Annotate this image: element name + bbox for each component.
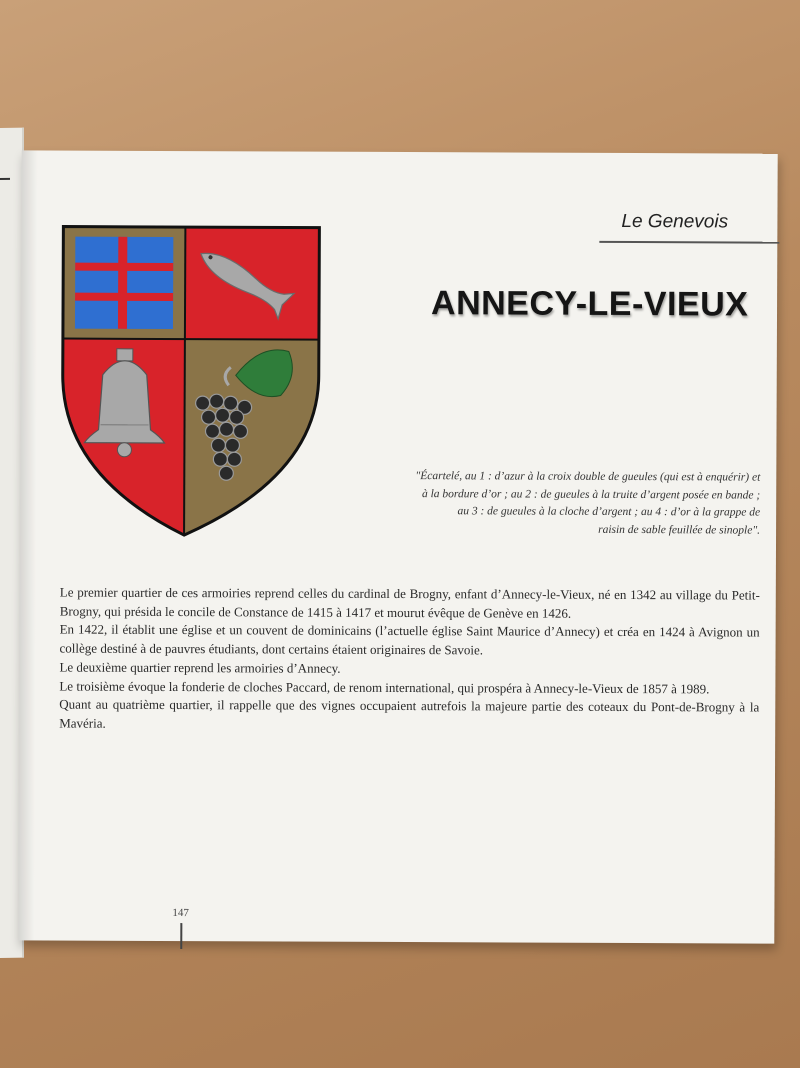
section-heading: Le Genevois: [621, 210, 729, 233]
coat-of-arms-image: [60, 225, 323, 538]
blazon-line: "Écartelé, au 1 : d’azur à la croix double de gueules (qui est à enquérir) et: [415, 470, 761, 484]
page-title: ANNECY-LE-VIEUX: [430, 284, 749, 324]
blazon-line: au 3 : de gueules à la cloche d’argent ; au 4 : d’or à la grappe de: [457, 505, 761, 519]
body-paragraph: Le troisième évoque la fonderie de cloches Paccard, de renom international, qui prospéra à Annecy-le-Vieux de 1857 à 1989.: [59, 678, 710, 696]
section-rule: [599, 241, 779, 244]
double-cross-bar-2: [75, 293, 173, 301]
body-paragraph: En 1422, il établit une église et un couvent de dominicains (l’actuelle église Saint Maurice d’Annecy) et créa en 1424 à Avignon un collège destiné à de pauvres étudiants, dont certains étaient originaires de Savoie.: [59, 621, 760, 658]
quarter-divider-horizontal: [61, 339, 323, 340]
facing-page-rule: [0, 178, 10, 180]
page-number-tick: [180, 923, 182, 949]
blazon-description: [350, 468, 760, 540]
double-cross-vertical: [118, 237, 127, 329]
body-paragraph: Le deuxième quartier reprend les armoiries d’Annecy.: [59, 659, 341, 676]
quarter-divider-vertical: [184, 225, 185, 537]
body-text: [59, 584, 760, 737]
page-number: 147: [172, 907, 189, 920]
double-cross-bar-1: [75, 263, 173, 271]
blazon-line: raisin de sable feuillée de sinople".: [598, 523, 761, 537]
blazon-line: à la bordure d’or ; au 2 : de gueules à la truite d’argent posée en bande ;: [421, 487, 761, 502]
spine-shadow: [18, 150, 37, 940]
body-paragraph: Quant au quatrième quartier, il rappelle que des vignes occupaient autrefois la majeure partie des coteaux du Pont-de-Brogny à la Mavéria.: [59, 696, 760, 731]
book-page: [18, 150, 777, 943]
body-paragraph: Le premier quartier de ces armoiries reprend celles du cardinal de Brogny, enfant d’Annecy-le-Vieux, né en 1342 au village du Petit-Brogny, qui présida le concile de Constance de 1415 à 1417 et mourut évêque de Genève en 1426.: [59, 584, 760, 621]
